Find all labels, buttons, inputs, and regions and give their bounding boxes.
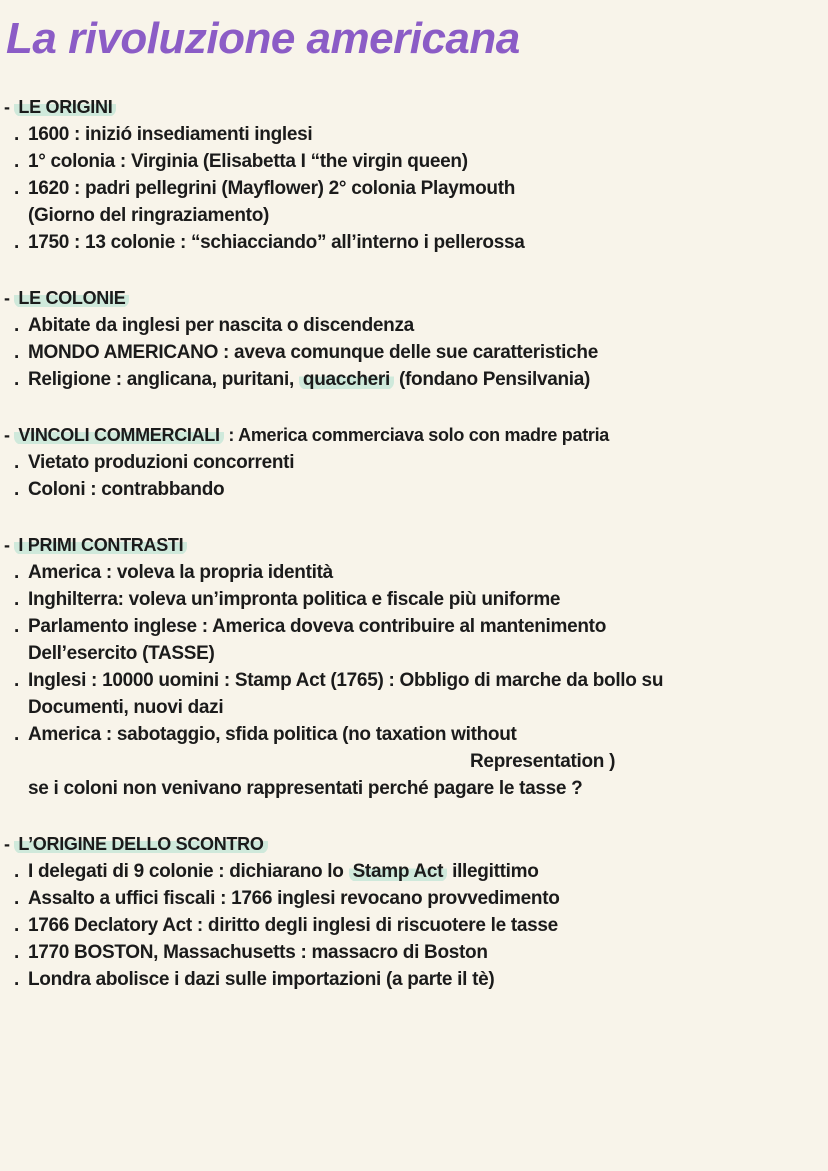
continuation-line — [4, 640, 824, 667]
text-segment: Inghilterra: voleva un’impronta politica e fiscale più uniforme — [28, 589, 561, 610]
bullet-dot-icon: . — [14, 969, 19, 990]
text-segment: I delegati di 9 colonie : dichiarano lo — [28, 861, 349, 882]
section-heading — [4, 532, 824, 559]
text-segment: Londra abolisce i dazi sulle importazioni (a parte il tè) — [28, 969, 495, 990]
text-segment: Inglesi : 10000 uomini : Stamp Act (1765) : Obbligo di marche da bollo su — [28, 670, 664, 691]
bullet-item — [4, 613, 824, 640]
bullet-dot-icon: . — [14, 589, 19, 610]
bullet-item — [4, 175, 824, 202]
bullet-dot-icon: . — [14, 315, 19, 336]
bullet-item — [4, 476, 824, 503]
bullet-item — [4, 721, 824, 748]
notes-body — [4, 94, 824, 1022]
text-segment: Vietato produzioni concorrenti — [28, 452, 295, 473]
page-title: La rivoluzione americana — [6, 14, 520, 63]
text-segment: Religione : anglicana, puritani, — [28, 369, 299, 390]
bullet-item — [4, 939, 824, 966]
bullet-item — [4, 912, 824, 939]
text-segment: Representation ) — [470, 751, 616, 772]
highlighted-text: LE COLONIE — [14, 288, 129, 308]
continuation-line — [4, 694, 824, 721]
continuation-line — [4, 775, 824, 802]
highlighted-text: L’ORIGINE DELLO SCONTRO — [14, 834, 267, 854]
section-heading — [4, 94, 824, 121]
bullet-dot-icon: . — [14, 232, 19, 253]
highlighted-text: quaccheri — [299, 369, 394, 390]
text-segment: 1600 : inizió insediamenti inglesi — [28, 124, 313, 145]
note-section — [4, 532, 824, 802]
note-section — [4, 94, 824, 256]
bullet-dot-icon: . — [14, 342, 19, 363]
text-segment: - — [4, 288, 15, 308]
bullet-dot-icon: . — [14, 562, 19, 583]
bullet-item — [4, 885, 824, 912]
text-segment: America : voleva la propria identità — [28, 562, 333, 583]
bullet-dot-icon: . — [14, 452, 19, 473]
text-segment: - — [4, 535, 15, 555]
text-segment: : America commerciava solo con madre patria — [223, 425, 609, 445]
text-segment: - — [4, 425, 15, 445]
bullet-dot-icon: . — [14, 369, 19, 390]
bullet-item — [4, 667, 824, 694]
text-segment: se i coloni non venivano rappresentati perché pagare le tasse ? — [28, 778, 583, 799]
text-segment: 1620 : padri pellegrini (Mayflower) 2° colonia Playmouth — [28, 178, 516, 199]
text-segment: Coloni : contrabbando — [28, 479, 225, 500]
bullet-item — [4, 559, 824, 586]
text-segment: - — [4, 97, 15, 117]
bullet-dot-icon: . — [14, 616, 19, 637]
bullet-item — [4, 229, 824, 256]
bullet-dot-icon: . — [14, 670, 19, 691]
bullet-item — [4, 366, 824, 393]
bullet-dot-icon: . — [14, 479, 19, 500]
highlighted-text: Stamp Act — [349, 861, 448, 882]
section-heading — [4, 422, 824, 449]
note-section — [4, 831, 824, 993]
bullet-item — [4, 449, 824, 476]
text-segment: (fondano Pensilvania) — [393, 369, 591, 390]
text-segment: MONDO AMERICANO : aveva comunque delle sue caratteristiche — [28, 342, 598, 363]
bullet-dot-icon: . — [14, 124, 19, 145]
bullet-item — [4, 858, 824, 885]
text-segment: 1° colonia : Virginia (Elisabetta I “the virgin queen) — [28, 151, 468, 172]
section-heading — [4, 285, 824, 312]
text-segment: America : sabotaggio, sfida politica (no taxation without — [28, 724, 517, 745]
bullet-item — [4, 121, 824, 148]
highlighted-text: VINCOLI COMMERCIALI — [14, 425, 223, 445]
text-segment: Abitate da inglesi per nascita o discendenza — [28, 315, 414, 336]
bullet-item — [4, 966, 824, 993]
bullet-dot-icon: . — [14, 915, 19, 936]
text-segment: Parlamento inglese : America doveva contribuire al mantenimento — [28, 616, 607, 637]
text-segment: 1750 : 13 colonie : “schiacciando” all’interno i pellerossa — [28, 232, 525, 253]
bullet-item — [4, 339, 824, 366]
bullet-item — [4, 586, 824, 613]
continuation-line — [4, 748, 824, 775]
bullet-dot-icon: . — [14, 942, 19, 963]
text-segment: illegittimo — [447, 861, 539, 882]
highlighted-text: I PRIMI CONTRASTI — [14, 535, 187, 555]
bullet-dot-icon: . — [14, 151, 19, 172]
highlighted-text: LE ORIGINI — [14, 97, 116, 117]
bullet-dot-icon: . — [14, 861, 19, 882]
continuation-line — [4, 202, 824, 229]
bullet-dot-icon: . — [14, 724, 19, 745]
text-segment: 1770 BOSTON, Massachusetts : massacro di Boston — [28, 942, 488, 963]
text-segment: Dell’esercito (TASSE) — [28, 643, 215, 664]
text-segment: Assalto a uffici fiscali : 1766 inglesi revocano provvedimento — [28, 888, 560, 909]
note-section — [4, 285, 824, 393]
section-heading — [4, 831, 824, 858]
text-segment: (Giorno del ringraziamento) — [28, 205, 270, 226]
text-segment: Documenti, nuovi dazi — [28, 697, 224, 718]
bullet-dot-icon: . — [14, 888, 19, 909]
bullet-item — [4, 148, 824, 175]
text-segment: 1766 Declatory Act : diritto degli inglesi di riscuotere le tasse — [28, 915, 558, 936]
text-segment: - — [4, 834, 15, 854]
bullet-dot-icon: . — [14, 178, 19, 199]
note-section — [4, 422, 824, 503]
bullet-item — [4, 312, 824, 339]
